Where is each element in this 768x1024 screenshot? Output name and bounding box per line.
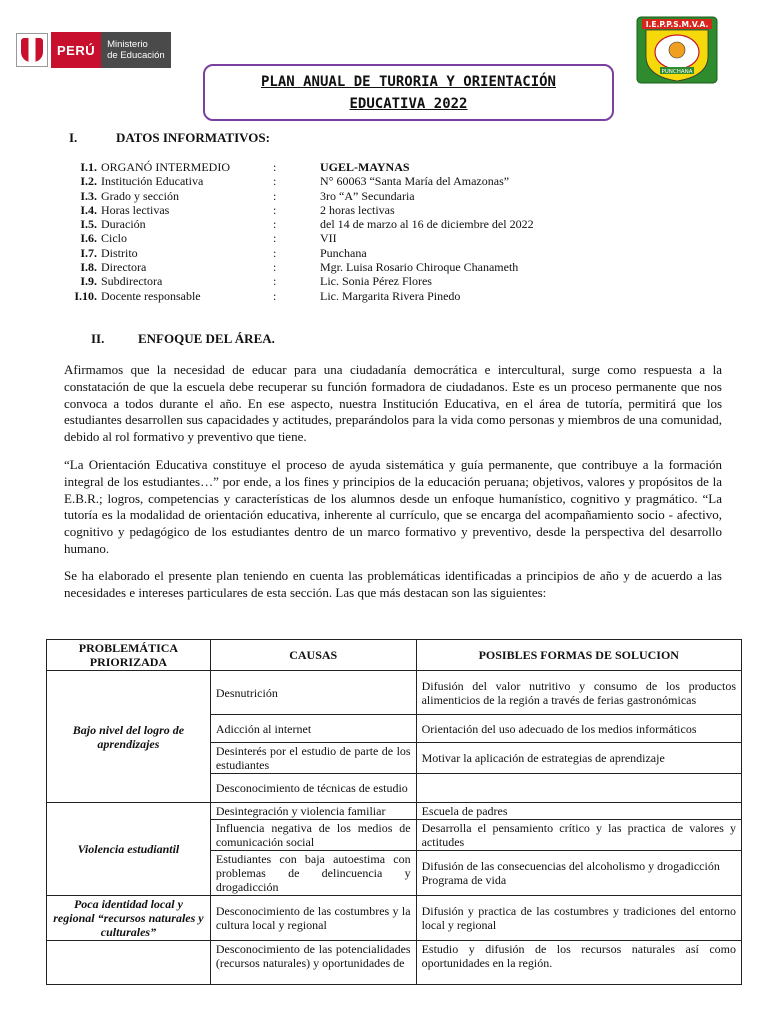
solution-line: Programa de vida [421,873,507,887]
table-header-cell: CAUSAS [210,640,416,671]
solution-cell: Desarrolla el pensamiento crítico y las practica de valores y actitudes [416,820,741,851]
section-heading-2: II. ENFOQUE DEL ÁREA. [91,331,275,346]
solution-cell: Difusión y practica de las costumbres y tradiciones del entorno local y regional [416,896,741,941]
logo-country: PERÚ [51,32,101,68]
logo-ministry: Ministerio de Educación [101,32,171,68]
paragraph: Se ha elaborado el presente plan teniendo en cuenta las problemáticas identificadas a principios de año y de acuerdo a las necesidades e intereses particulares de esta sección. Las que más destacan son las siguientes: [64,568,722,600]
cause-cell: Influencia negativa de los medios de comunicación social [210,820,416,851]
problem-cell-empty [47,941,211,985]
school-logo [636,16,718,84]
cause-cell: Desintegración y violencia familiar [210,803,416,820]
section-heading-1: I. DATOS INFORMATIVOS: [69,130,270,145]
info-row: I.8. Directora : Mgr. Luisa Rosario Chiroque Chanameth [80,260,519,275]
table-row [47,896,742,941]
solution-cell: Estudio y difusión de los recursos naturales así como oportunidades en la región. [416,941,741,985]
info-list [63,160,723,303]
info-row: I.10. Docente responsable : Lic. Margarita Rivera Pinedo [74,288,461,303]
school-logo-caption: PUNCHANA [661,69,693,75]
table-row [47,803,742,820]
solution-cell: Motivar la aplicación de estrategias de aprendizaje [416,743,741,774]
solution-cell: Escuela de padres [416,803,741,820]
school-logo-title: I.E.P.P.S.M.V.A. [645,20,709,29]
table-header-row [47,640,742,671]
info-row: I.9. Subdirectora : Lic. Sonia Pérez Flores [80,274,432,289]
problem-cell: Bajo nivel del logro de aprendizajes [47,671,211,803]
title-line2: EDUCATIVA 2022 [349,95,468,112]
info-row: I.4. Horas lectivas : 2 horas lectivas [80,202,395,217]
cause-cell: Desconocimiento de las costumbres y la cultura local y regional [210,896,416,941]
table-row [47,671,742,715]
cause-cell: Desconocimiento de las potencialidades (recursos naturales) y oportunidades de [210,941,416,985]
info-row: I.5. Duración : del 14 de marzo al 16 de diciembre del 2022 [80,217,534,232]
solution-line: Difusión de las consecuencias del alcoholismo y drogadicción [421,859,720,873]
cause-cell: Estudiantes con baja autoestima con problemas de delincuencia y drogadicción [210,851,416,896]
solution-cell [416,774,741,803]
ministry-logo [16,32,174,68]
problems-table [46,639,742,985]
problem-cell: Poca identidad local y regional “recursos naturales y culturales” [47,896,211,941]
solution-cell: Difusión del valor nutritivo y consumo de los productos alimenticios de la región a través de ferias gastronómicas [416,671,741,715]
cause-cell: Desinterés por el estudio de parte de los estudiantes [210,743,416,774]
solution-cell [416,851,741,896]
table-header-cell: POSIBLES FORMAS DE SOLUCION [416,640,741,671]
peru-shield-icon [16,33,48,67]
page-title [203,64,614,121]
info-row: I.2. Institución Educativa : N° 60063 “Santa María del Amazonas” [80,174,510,189]
table-header-cell: PROBLEMÁTICA PRIORIZADA [47,640,211,671]
problem-cell: Violencia estudiantil [47,803,211,896]
title-line1: PLAN ANUAL DE TURORIA Y ORIENTACIÓN [260,73,556,90]
table-row [47,941,742,985]
paragraph: “La Orientación Educativa constituye el proceso de ayuda sistemática y guía permanente, que contribuye a la formación integral de los estudiantes…” por ende, a los fines y principios de la educación peruana; objetivos, valores y propósitos de la E.B.R.; logros, competencias y características de los alumnos desde un enfoque humanístico, cognitivo y pragmático. “La tutoría es la modalidad de orientación educativa, inherente al currículo, que se encarga del acompañamiento socio - afectivo, cognitivo y pedagógico de los estudiantes dentro de un marco formativo y preventivo, desde la perspectiva del desarrollo humano. [64,457,722,556]
cause-cell: Desconocimiento de técnicas de estudio [210,774,416,803]
info-row: I.1. ORGANÓ INTERMEDIO : UGEL-MAYNAS [80,160,410,174]
info-row: I.3. Grado y sección : 3ro “A” Secundaria [80,188,415,203]
info-row: I.6. Ciclo : VII [80,231,337,246]
cause-cell: Adicción al internet [210,715,416,743]
paragraph: Afirmamos que la necesidad de educar para una ciudadanía democrática e intercultural, surge como respuesta a la constatación de que la escuela debe recuperar su función formadora de ciudadanos. Este es un proceso permanente que nos convoca a todos durante el año. En ese aspecto, nuestra Institución Educativa, en el área de tutoría, permitirá que los estudiantes desarrollen sus capacidades y actitudes, preparándolos para la vida como personas y miembros de una comunidad, debido al rol formativo y preventivo que tiene. [64,362,722,445]
solution-cell: Orientación del uso adecuado de los medios informáticos [416,715,741,743]
cause-cell: Desnutrición [210,671,416,715]
info-row: I.7. Distrito : Punchana [80,245,367,260]
